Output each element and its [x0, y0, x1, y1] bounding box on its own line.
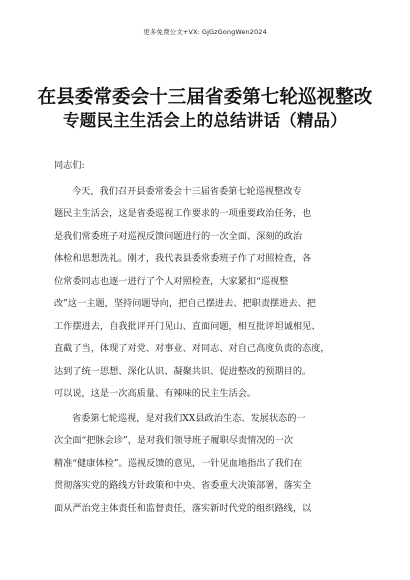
paragraph-line: 次全面“把脉会诊”，是对我们领导班子履职尽责情况的一次	[54, 435, 294, 446]
paragraph-2	[54, 408, 362, 521]
paragraph-line: 直截了当，体现了对党、对事业、对同志、对自己高度负责的态度，	[54, 343, 330, 354]
document-title	[0, 86, 410, 132]
paragraph-line: 体检和思想洗礼。刚才，我代表县委常委班子作了对照检查，各	[54, 253, 312, 264]
paragraph-line: 位常委同志也逐一进行了个人对照检查，大家紧扣“巡视整	[54, 275, 289, 287]
paragraph-line: 贯彻落实党的路线方针政策和中央、省委重大决策部署，落实全	[54, 480, 312, 491]
paragraph-line: 题民主生活会，这是省委巡视工作要求的一项重要政治任务，也	[54, 208, 312, 219]
header-note: 更多免费公文+VX: GjGzGongWen2024	[143, 28, 267, 36]
paragraph-1	[54, 181, 362, 406]
paragraph-line: 精准“健康体检”。巡视反馈的意见，一针见血地指出了我们在	[54, 457, 303, 469]
paragraph-line: 今天，我们召开县委常委会十三届省委第七轮巡视整改专	[72, 185, 302, 197]
paragraph-line: 面从严治党主体责任和监督责任，落实新时代党的组织路线，以	[54, 502, 312, 514]
paragraph-line: 可以说，这是一次高质量、有辣味的民主生活会。	[54, 388, 257, 399]
paragraph-line: 省委第七轮巡视，是对我们XX县政治生态、发展状态的一	[72, 412, 306, 424]
title-line-1: 在县委常委会十三届省委第七轮巡视整改	[37, 87, 373, 108]
title-line-2: 专题民主生活会上的总结讲话（精品）	[63, 111, 347, 130]
paragraph-line: 达到了统一思想、深化认识、凝聚共识、促进整改的预期目的。	[54, 365, 312, 377]
document-body	[54, 155, 362, 520]
paragraph-line: 工作摆进去，自我批评开门见山、直面问题，相互批评坦诚相见、	[54, 320, 321, 332]
salutation: 同志们:	[54, 160, 85, 171]
paragraph-line: 是我们常委班子对巡视反馈问题进行的一次全面、深刻的政治	[54, 230, 303, 242]
paragraph-line: 改”这一主题，坚持问题导向，把自己摆进去、把职责摆进去、把	[54, 298, 316, 309]
